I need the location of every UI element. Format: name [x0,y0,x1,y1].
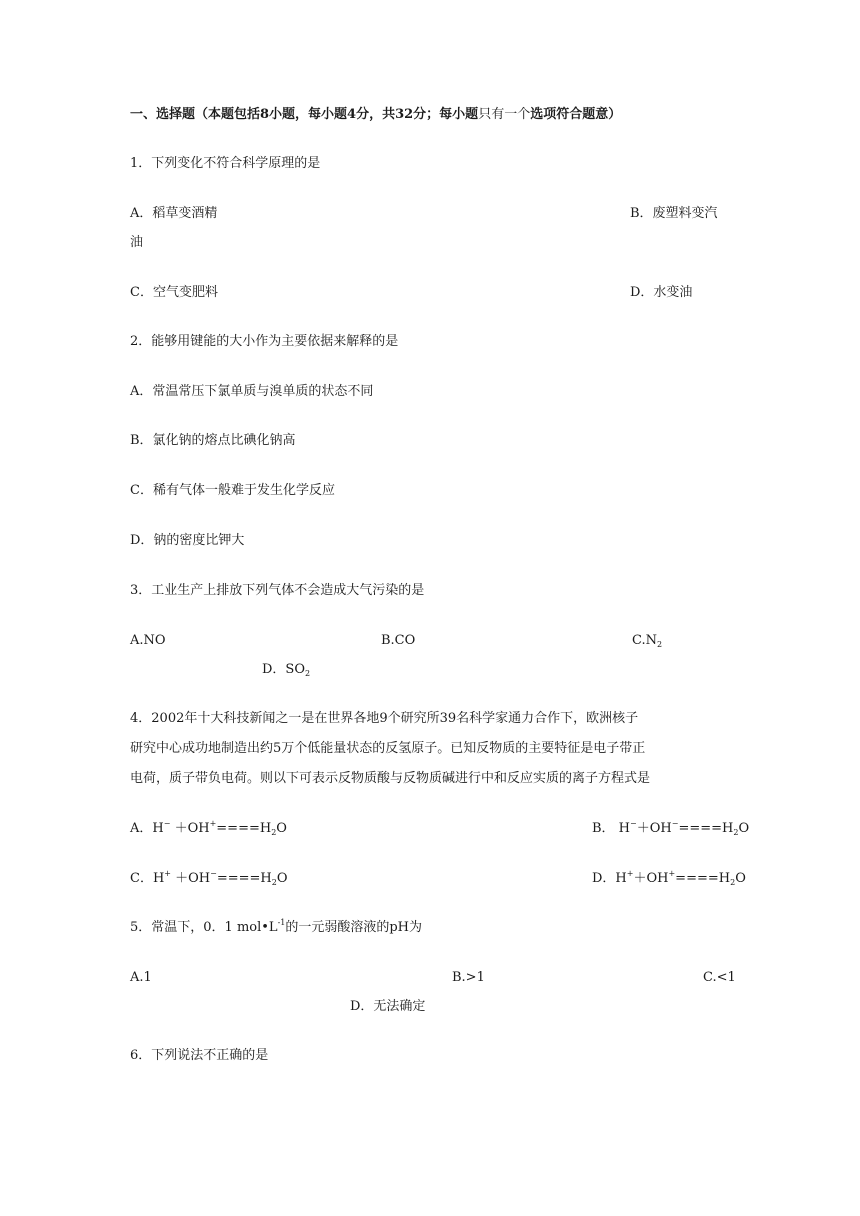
q3-option-d: D．$SO_2$ [262,662,311,678]
q1-stem: 1．下列变化不符合科学原理的是 [130,156,321,171]
q5-option-a: A.1 [130,970,152,985]
q3-option-b: B.CO [381,633,416,648]
q4-stem-line-2: 研究中心成功地制造出约5万个低能量状态的反氢原子。已知反物质的主要特征是电子带正 [130,741,646,756]
q4-option-d: D．$H^++OH^+====H_2O$ [592,869,746,887]
q5-stem: 5．常温下，0．1 $mol•L^{-1}$的一元弱酸溶液的pH为 [130,918,423,935]
section-heading-bold-2: 选项符合题意） [530,107,622,122]
q1-option-a: A．稻草变酒精 [130,206,218,221]
section-heading [130,106,621,124]
q5-option-b: B.>1 [452,970,485,985]
q2-stem: 2．能够用键能的大小作为主要依据来解释的是 [130,334,399,349]
q4-stem-line-3: 电荷，质子带负电荷。则以下可表示反物质酸与反物质碱进行中和反应实质的离子方程式是 [130,771,651,786]
q1-option-b-wrap: 油 [130,235,144,250]
q4-option-c: C．$H^+ +OH^-====H_2O$ [130,869,288,887]
q6-stem: 6．下列说法不正确的是 [130,1048,269,1063]
q1-option-b: B．废塑料变汽 [630,206,718,221]
section-heading-bold-1: 一、选择题（本题包括8小题，每小题4分，共32分；每小题 [130,107,479,122]
q4-stem-line-1: 4．2002年十大科技新闻之一是在世界各地9个研究所39名科学家通力合作下，欧洲核子 [130,711,639,726]
q5-option-d: D．无法确定 [350,999,426,1014]
q2-option-c: C．稀有气体一般难于发生化学反应 [130,483,335,498]
q1-option-c: C．空气变肥料 [130,285,218,300]
q3-option-a: A.NO [130,633,166,648]
q3-stem: 3．工业生产上排放下列气体不会造成大气污染的是 [130,583,425,598]
q3-option-c: $C.N_2$ [632,633,663,649]
q2-option-a: A．常温常压下氯单质与溴单质的状态不同 [130,384,374,399]
section-heading-normal: 只有一个 [478,107,531,122]
q4-option-a: A．$H^- +OH^+====H_2O$ [130,819,287,837]
q4-option-b: B． $H^-+OH^-====H_2O$ [592,819,750,837]
q1-option-d: D．水变油 [630,285,693,300]
q2-option-d: D．钠的密度比钾大 [130,533,245,548]
q2-option-b: B．氯化钠的熔点比碘化钠高 [130,433,296,448]
q5-option-c: C.<1 [703,970,736,985]
